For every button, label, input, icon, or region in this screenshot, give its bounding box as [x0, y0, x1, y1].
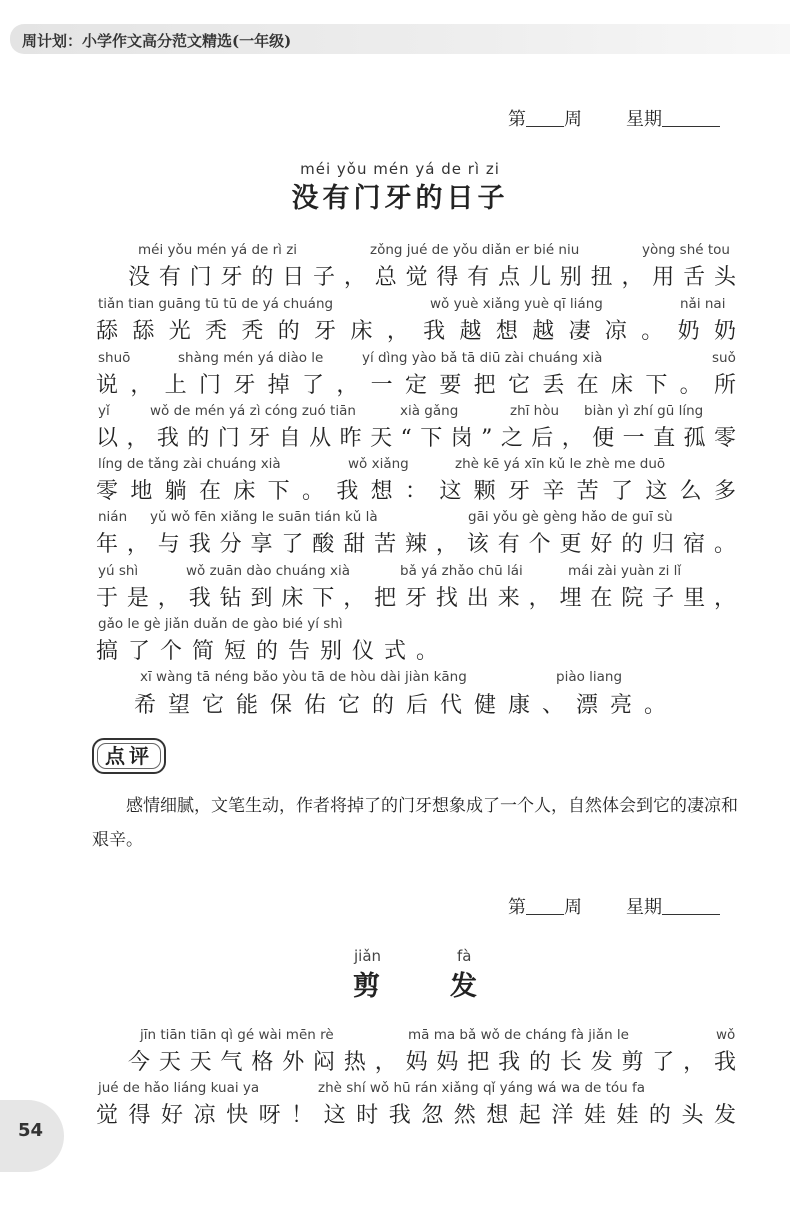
text-line: 没有门牙的日子，总觉得有点儿别扭，用舌头 [128, 265, 736, 290]
zhou-label: 周 [564, 109, 582, 130]
page-number: 54 [18, 1120, 44, 1141]
pinyin-segment: zhè kē yá xīn kǔ le zhè me duō [455, 456, 666, 472]
pinyin-segment: wǒ yuè xiǎng yuè qī liáng [430, 296, 603, 312]
text-line: 舔舔光秃秃的牙床，我越想越凄凉。奶奶 [96, 319, 736, 344]
pinyin-segment: piào liang [556, 669, 623, 685]
pinyin-segment: yú shì [98, 563, 139, 579]
day-blank [662, 108, 720, 127]
day-blank [662, 896, 720, 915]
pinyin-segment: biàn yì zhí gū líng [584, 403, 704, 419]
pinyin-segment: yòng shé tou [642, 242, 730, 258]
title-char: 剪 [353, 971, 380, 1002]
pinyin-segment: bǎ yá zhǎo chū lái [400, 563, 523, 579]
text-line: 年，与我分享了酸甜苦辣，该有个更好的归宿。 [96, 532, 736, 557]
title-pinyin [0, 947, 800, 973]
di-label: 第 [508, 109, 526, 130]
text-line: 说，上门牙掉了，一定要把它丢在床下。所 [96, 373, 736, 398]
review-badge: 点评 [92, 738, 166, 774]
text-line: 觉得好凉快呀！这时我忽然想起洋娃娃的头发 [96, 1103, 736, 1128]
pinyin-segment: zǒng jué de yǒu diǎn er bié niu [370, 242, 580, 258]
text-line: 希望它能保佑它的后代健康、漂亮。 [134, 693, 679, 718]
pinyin-segment: méi yǒu mén yá de rì zi [138, 242, 298, 258]
article-title [0, 160, 800, 215]
pinyin-segment: shàng mén yá diào le [178, 350, 324, 366]
week-blank [526, 896, 564, 915]
di-label: 第 [508, 897, 526, 918]
pinyin-segment: gāi yǒu gè gèng hǎo de guī sù [468, 509, 673, 525]
pinyin-segment: gǎo le gè jiǎn duǎn de gào bié yí shì [98, 616, 343, 632]
pinyin-segment: líng de tǎng zài chuáng xià [98, 456, 281, 472]
text-line: 今天天气格外闷热，妈妈把我的长发剪了，我 [128, 1050, 736, 1075]
pinyin-segment: yí dìng yào bǎ tā diū zài chuáng xià [362, 350, 603, 366]
pinyin-segment: wǒ xiǎng [348, 456, 409, 472]
text-line: 以，我的门牙自从昨天“下岗”之后，便一直孤零 [96, 426, 736, 451]
pinyin-segment: suǒ [712, 350, 736, 366]
pinyin-segment: wǒ zuān dào chuáng xià [186, 563, 350, 579]
pinyin-segment: jué de hǎo liáng kuai ya [98, 1080, 260, 1096]
xingqi-label: 星期 [626, 109, 662, 130]
zhou-label: 周 [564, 897, 582, 918]
pinyin-segment: jiǎn [354, 947, 382, 965]
book-title: 周计划：小学作文高分范文精选(一年级) [22, 32, 292, 50]
week-line [508, 893, 720, 919]
pinyin-segment: shuō [98, 350, 131, 366]
pinyin-segment: nǎi nai [680, 296, 726, 312]
pinyin-segment: wǒ [716, 1027, 736, 1043]
review-text: 感情细腻，文笔生动，作者将掉了的门牙想象成了一个人，自然体会到它的凄凉和艰辛。 [92, 796, 738, 850]
pinyin-segment: zhī hòu [510, 403, 560, 419]
pinyin-segment: fà [457, 947, 472, 965]
title-char: 发 [450, 971, 477, 1002]
pinyin-segment: xī wàng tā néng bǎo yòu tā de hòu dài jiàn kāng [140, 669, 467, 685]
title-pinyin: méi yǒu mén yá de rì zi [300, 160, 500, 178]
title-text: 没有门牙的日子 [291, 183, 509, 214]
pinyin-segment: xià gǎng [400, 403, 459, 419]
week-line [508, 105, 720, 131]
pinyin-segment: mái zài yuàn zi lǐ [568, 563, 682, 579]
pinyin-segment: mā ma bǎ wǒ de cháng fà jiǎn le [408, 1027, 629, 1043]
pinyin-segment: nián [98, 509, 128, 525]
week-blank [526, 108, 564, 127]
text-line: 零地躺在床下。我想：这颗牙辛苦了这么多 [96, 479, 736, 504]
pinyin-segment: tiǎn tian guāng tū tū de yá chuáng [98, 296, 334, 312]
pinyin-segment: yǔ wǒ fēn xiǎng le suān tián kǔ là [150, 509, 378, 525]
pinyin-segment: yǐ [98, 403, 110, 419]
xingqi-label: 星期 [626, 897, 662, 918]
text-line: 于是，我钻到床下，把牙找出来，埋在院子里， [96, 586, 736, 611]
pinyin-segment: zhè shí wǒ hū rán xiǎng qǐ yáng wá wa de tóu fa [318, 1080, 646, 1096]
text-line: 搞了个简短的告别仪式。 [96, 639, 449, 664]
pinyin-segment: jīn tiān tiān qì gé wài mēn rè [140, 1027, 334, 1043]
pinyin-segment: wǒ de mén yá zì cóng zuó tiān [150, 403, 356, 419]
